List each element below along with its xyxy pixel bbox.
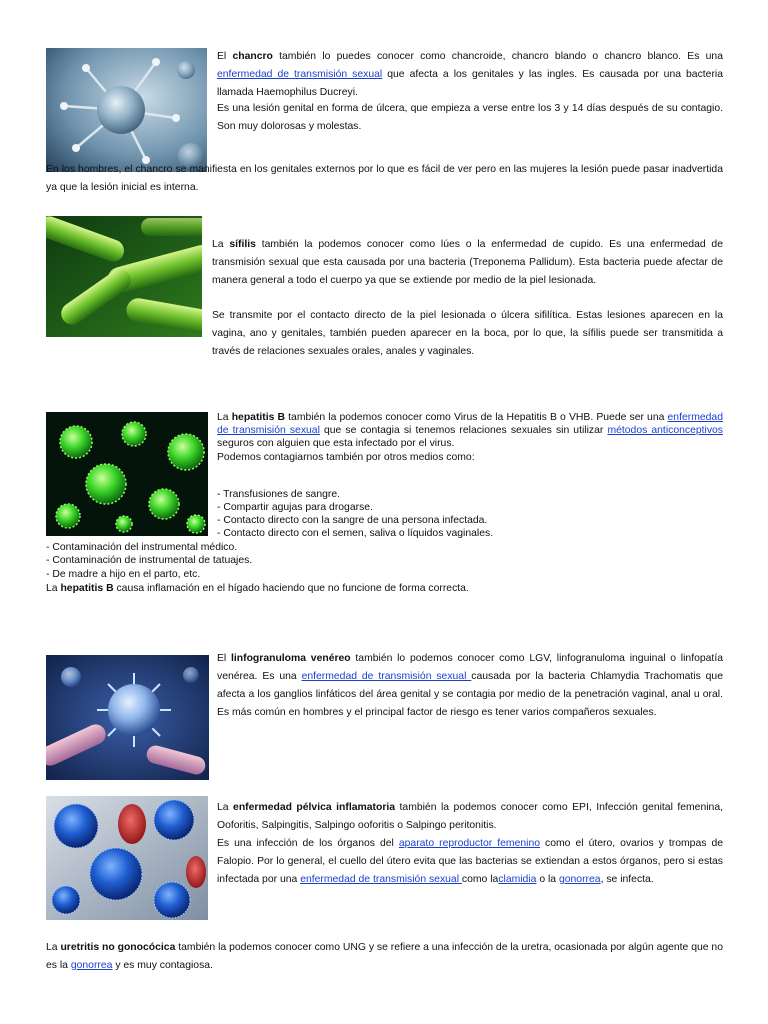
linfogranuloma-paragraph-1 (217, 650, 723, 722)
text: La (46, 583, 61, 594)
microorganisms-illustration (46, 655, 209, 780)
hepatitis-b-virus-illustration (46, 412, 208, 536)
text: causada por la bacteria Chlamydia Trachomatis que afecta a los ganglios linfáticos del área genital y se contagia por medio de la penetración vaginal, anal u oral. Es más común en hombres y el principal factor de riesgo es tener varios compañeros sexuales. (217, 671, 723, 718)
link-gonorrea[interactable]: gonorrea (70, 960, 113, 971)
chancro-paragraph-2: Es una lesión genital en forma de úlcera, que empieza a verse entre los 3 y 14 días después de su contagio. Son muy dolorosas y molestas. (217, 103, 723, 132)
epi-paragraph-2 (217, 835, 723, 889)
text: como la (461, 874, 499, 885)
text: causa inflamación en el hígado haciendo que no funcione de forma correcta. (113, 583, 469, 594)
text: El (217, 51, 233, 62)
text: también la podemos conocer como UNG y se refiere a una infección de la uretra, ocasionada por algún agente que no es la (46, 942, 723, 971)
term-chancro: chancro (232, 51, 273, 62)
hepatitis-paragraph-last (46, 582, 723, 595)
virus-illustration (46, 48, 207, 172)
text: Se transmite por el contacto directo de la piel lesionada o úlcera sifilítica. Estas lesiones aparecen en la vagina, ano y genitales, también pueden aparecer en la boca, por lo que, la sífilis puede ser transmitida a través de relaciones sexuales orales, anales y vaginales. (212, 310, 723, 357)
term-hepatitis-b: hepatitis B (60, 583, 114, 594)
hepatitis-list-item: - Contacto directo con el semen, saliva o líquidos vaginales. (217, 528, 494, 539)
epi-paragraph-1 (217, 799, 723, 835)
blood-cells-bacteria-illustration (46, 796, 208, 920)
text: o la (536, 874, 559, 885)
link-enfermedad-transmision-sexual[interactable]: enfermedad de transmisión sexual (300, 874, 462, 885)
link-clamidia[interactable]: clamidia (498, 874, 537, 885)
text: La (212, 239, 230, 250)
link-aparato-reproductor-femenino[interactable]: aparato reproductor femenino (398, 838, 541, 849)
text: La (217, 412, 232, 423)
hepatitis-paragraph-1 (217, 411, 723, 451)
text: El (217, 653, 231, 664)
text: también la podemos conocer como Virus de la Hepatitis B o VHB. Puede ser una (285, 412, 668, 423)
sifilis-paragraph-1 (212, 236, 723, 290)
text: también lo podemos conocer como LGV, linfogranuloma inguinal o linfopatía venérea. Es una (217, 653, 723, 682)
text: Es una infección de los órganos del (217, 838, 399, 849)
term-enfermedad-pelvica-inflamatoria: enfermedad pélvica inflamatoria (233, 802, 396, 813)
hepatitis-list-item: - Contacto directo con la sangre de una persona infectada. (217, 515, 488, 526)
term-hepatitis-b: hepatitis B (231, 412, 286, 423)
sifilis-paragraph-2 (212, 307, 723, 361)
text: que afecta a los genitales y las ingles. Es causada por una bacteria llamada Haemophilus Ducreyi. (217, 69, 723, 98)
chancro-paragraph-1 (217, 48, 723, 102)
chancro-paragraph-3: En los hombres, el chancro se manifiesta en los genitales externos por lo que es fácil de ver pero en las mujeres la lesión puede pasar inadvertida ya que la lesión inicial es interna. (46, 164, 723, 193)
hepatitis-list-item: - Contaminación del instrumental médico. (46, 542, 238, 553)
hepatitis-paragraph-2: Podemos contagiarnos también por otros medios como: (217, 452, 475, 463)
text: como el útero, ovarios y trompas de Falopio. Por lo general, el cuello del útero evita que las bacterias se extiendan a estos órganos, pero si estas infectada por una (217, 838, 724, 885)
link-gonorrea[interactable]: gonorrea (558, 874, 601, 885)
bacteria-illustration (46, 216, 202, 337)
text: también lo puedes conocer como chancroide, chancro blando o chancro blanco. Es una (272, 51, 723, 62)
text: también la podemos conocer como EPI, Infección genital femenina, Ooforitis, Salpingitis, Salpingo ooforitis o Salpingo peritonitis. (217, 802, 723, 831)
uretritis-paragraph-1 (46, 939, 723, 975)
text: y es muy contagiosa. (112, 960, 213, 971)
link-enfermedad-transmision-sexual[interactable]: enfermedad de transmisión sexual (301, 671, 472, 682)
hepatitis-list-item: - Contaminación de instrumental de tatuajes. (46, 555, 253, 566)
link-enfermedad-transmision-sexual[interactable]: enfermedad de transmisión sexual (217, 412, 723, 437)
link-enfermedad-transmision-sexual[interactable]: enfermedad de transmisión sexual (217, 69, 383, 80)
hepatitis-list-item: - Transfusiones de sangre. (217, 489, 341, 500)
hepatitis-list-item: - Compartir agujas para drogarse. (217, 502, 373, 513)
text: también la podemos conocer como lúes o la enfermedad de cupido. Es una enfermedad de transmisión sexual que esta causada por una bacteria (Treponema Pallidum). Esta bacteria puede afectar de manera general a todo el cuerpo ya que se extiende por medio de la piel lesionada. (212, 239, 723, 286)
term-sifilis: sífilis (229, 239, 256, 250)
text: La (46, 942, 61, 953)
text: que se contagia si tenemos relaciones sexuales sin utilizar (319, 425, 608, 437)
text: , se infecta. (600, 874, 654, 885)
term-linfogranuloma-venereo: linfogranuloma venéreo (231, 653, 351, 664)
text: La (217, 802, 234, 813)
text: seguros con alguien que esta infectado por el virus. (217, 438, 455, 450)
term-uretritis-no-gonococica: uretritis no gonocócica (60, 942, 176, 953)
link-metodos-anticonceptivos[interactable]: métodos anticonceptivos (607, 425, 724, 437)
hepatitis-list-item: - De madre a hijo en el parto, etc. (46, 569, 201, 580)
